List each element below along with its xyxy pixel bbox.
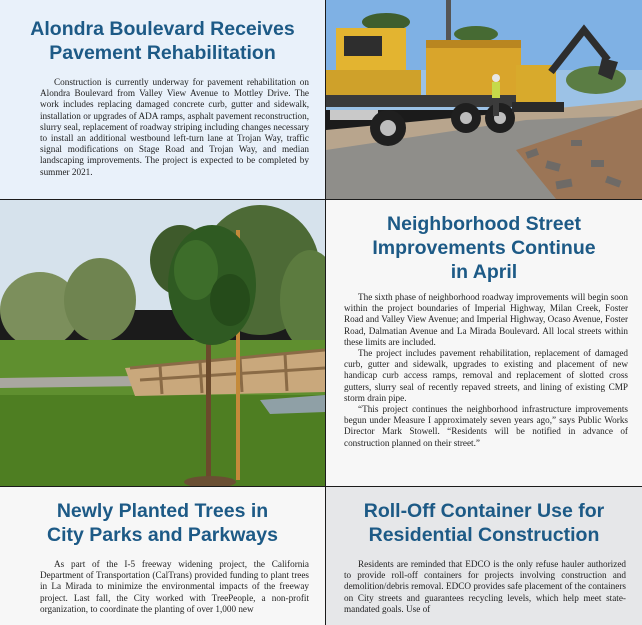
- alondra-title-line1: Alondra Boulevard Receives: [30, 18, 295, 40]
- construction-photo: [326, 0, 642, 199]
- neighborhood-title-line1: Neighborhood Street: [387, 213, 581, 235]
- neighborhood-para2: The project includes pavement rehabilitation, replacement of damaged curb, gutter and sidewalk, upgrades to existing and placement of new handicap curb access ramps, removal and replacement of slotted cross gutters, slurry seal of recently repaved streets, and lining of existing CMP storm drain pipe.: [344, 348, 628, 403]
- neighborhood-article: [326, 200, 642, 486]
- alondra-title: [0, 17, 325, 65]
- neighborhood-title: [326, 212, 642, 284]
- rolloff-title: [326, 499, 642, 547]
- trees-article: [0, 487, 325, 625]
- trees-body: As part of the I-5 freeway widening project, the California Department of Transportation (CalTrans) provided funding to plant trees in La Mirada to minimize the environmental impacts of the freeway project. Last fall, the City worked with TreePeople, a non-profit organization, to coordinate the planting of over 1,000 new: [40, 559, 309, 614]
- trees-title: [0, 499, 325, 547]
- rolloff-article: [326, 487, 642, 625]
- park-tree-photo: [0, 200, 325, 486]
- alondra-article: [0, 0, 325, 199]
- trees-title-line2: City Parks and Parkways: [47, 524, 278, 546]
- trees-title-line1: Newly Planted Trees in: [56, 500, 269, 522]
- rolloff-title-line2: Residential Construction: [368, 524, 600, 546]
- neighborhood-para3: “This project continues the neighborhood infrastructure improvements begun under Measure I approximately seven years ago,” says Public Works Director Mark Stowell. “Residents will be notified in advance of construction planned on their street.”: [344, 404, 628, 448]
- rolloff-body: Residents are reminded that EDCO is the only refuse hauler authorized to provide roll-off containers for projects involving construction and demolition/debris removal. EDCO provides safe placement of the containers on City streets and guarantees recycling levels, which help meet state-mandated goals. Use of: [344, 559, 626, 614]
- alondra-title-line2: Pavement Rehabilitation: [49, 42, 276, 64]
- alondra-body: Construction is currently underway for pavement rehabilitation on Alondra Boulevard from Valley View Avenue to Mottley Drive. The work includes replacing damaged concrete curb, gutter and sidewalk, installation or upgrades of ADA ramps, asphalt pavement reconstruction, slurry seal, replacement of roadway striping including changes necessary to install an additional westbound left-turn lane at Trojan Way, traffic signal modifications on Stage Road and Trojan Way, and median landscaping improvements. The project is expected to be completed by summer 2021.: [40, 77, 309, 177]
- neighborhood-title-line2: Improvements Continue: [372, 237, 596, 259]
- neighborhood-para1: The sixth phase of neighborhood roadway improvements will begin soon within the project boundaries of Imperial Highway, Milan Creek, Foster Road and Valley View Avenue; and Imperial Highway, Ocaso Avenue, Foster Road, Dalmatian Avenue and La Mirada Boulevard. All local streets within these limits are included.: [344, 292, 628, 347]
- rolloff-title-line1: Roll-Off Container Use for: [363, 500, 605, 522]
- neighborhood-title-line3: in April: [450, 261, 518, 283]
